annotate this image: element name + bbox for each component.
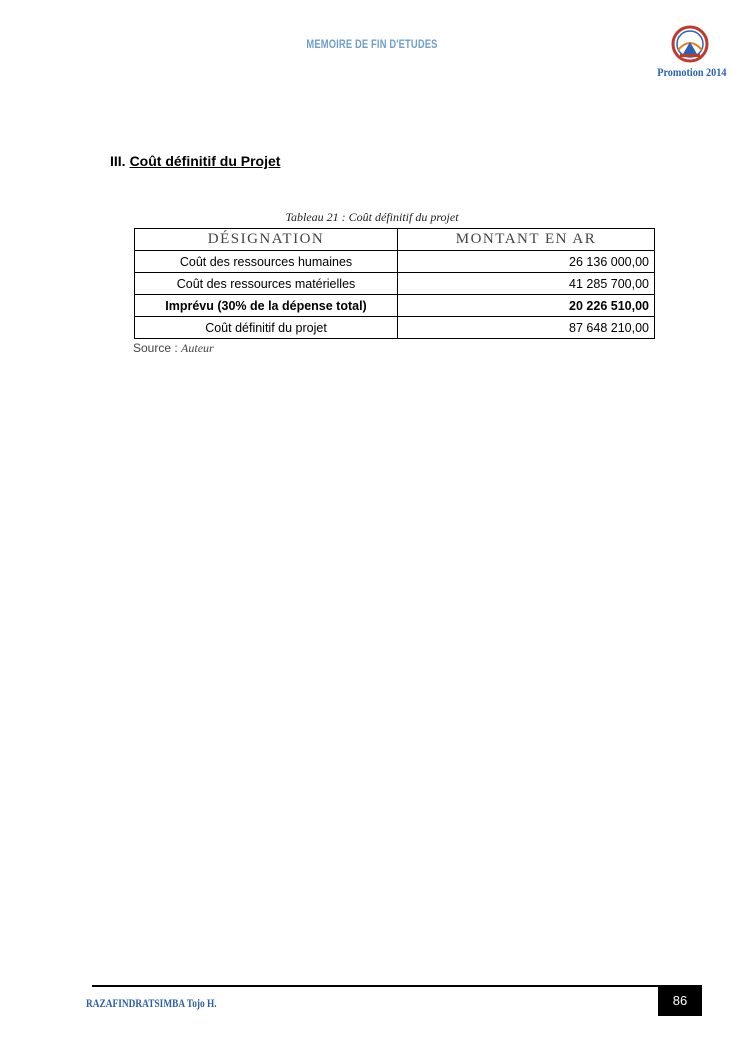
designation-cell: Coût des ressources humaines	[135, 251, 398, 273]
designation-cell: Imprévu (30% de la dépense total)	[135, 295, 398, 317]
table-header-row	[135, 229, 655, 251]
table-row	[135, 295, 655, 317]
promotion-label: Promotion 2014	[656, 65, 726, 79]
column-header-montant: MONTANT EN AR	[398, 229, 655, 251]
cost-table	[134, 228, 655, 339]
montant-cell: 26 136 000,00	[398, 251, 655, 273]
table-source	[133, 341, 214, 356]
header-title: MEMOIRE DE FIN D'ETUDES	[306, 37, 438, 51]
section-heading	[110, 153, 280, 169]
table-row	[135, 317, 655, 339]
page-number: 86	[658, 985, 702, 1016]
source-value: Auteur	[181, 341, 214, 355]
table-row	[135, 251, 655, 273]
designation-cell: Coût des ressources matérielles	[135, 273, 398, 295]
column-header-designation: DÉSIGNATION	[135, 229, 398, 251]
section-number: III.	[110, 153, 126, 169]
footer-author: RAZAFINDRATSIMBA Tojo H.	[86, 996, 217, 1010]
designation-cell: Coût définitif du projet	[135, 317, 398, 339]
table-caption: Tableau 21 : Coût définitif du projet	[285, 210, 459, 224]
montant-cell: 20 226 510,00	[398, 295, 655, 317]
montant-cell: 41 285 700,00	[398, 273, 655, 295]
section-title: Coût définitif du Projet	[129, 153, 281, 169]
source-label: Source :	[133, 341, 182, 355]
footer-divider	[92, 985, 702, 987]
school-emblem-icon	[670, 24, 710, 64]
montant-cell: 87 648 210,00	[398, 317, 655, 339]
table-row	[135, 273, 655, 295]
